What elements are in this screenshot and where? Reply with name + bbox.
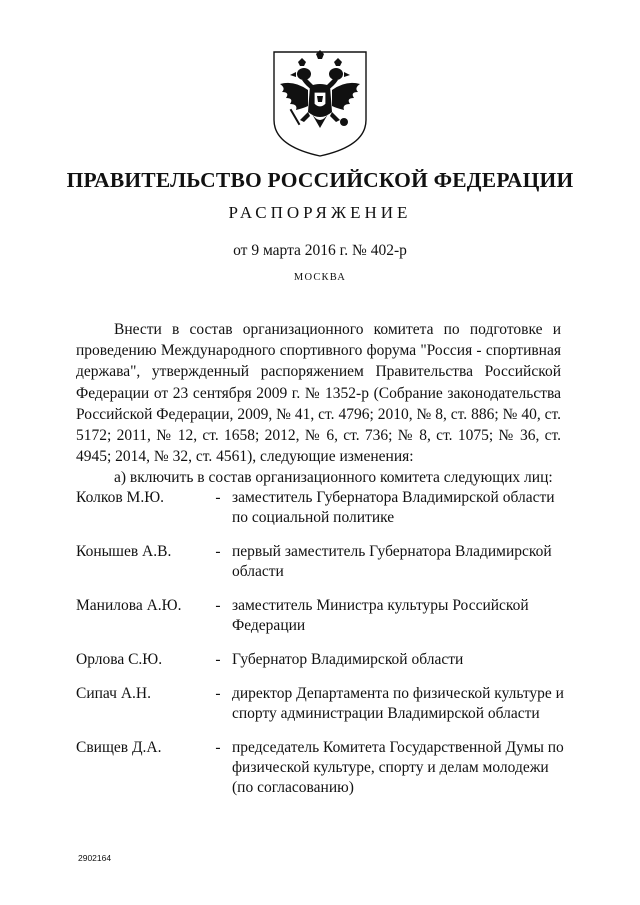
member-row [76, 684, 566, 724]
government-title: ПРАВИТЕЛЬСТВО РОССИЙСКОЙ ФЕДЕРАЦИИ [66, 168, 574, 192]
member-role: председатель Комитета Государственной Думы по физической культуре, спорту и делам молодежи (по согласованию) [232, 739, 564, 796]
document-body [76, 319, 561, 489]
member-role: заместитель Губернатора Владимирской области по социальной политике [232, 489, 555, 526]
intro-paragraph: Внести в состав организационного комитета по подготовке и проведению Международного спортивного форума "Россия - спортивная держава", утвержденный распоряжением Правительства Российской Федерации от 23 сентября 2009 г. № 1352-р (Собрание законодательства Российской Федерации, 2009, № 41, ст. 4796; 2010, № 8, ст. 886; № 40, ст. 5172; 2011, № 12, ст. 1658; 2012, № 6, ст. 736; № 8, ст. 1075; № 36, ст. 4945; 2014, № 32, ст. 4561), следующие изменения: [76, 321, 561, 466]
coat-of-arms-icon [272, 50, 368, 158]
member-name: Свищев Д.А. [76, 739, 162, 756]
item-a-paragraph: а) включить в состав организационного комитета следующих лиц: [114, 469, 553, 487]
member-role: директор Департамента по физической культуре и спорту администрации Владимирской области [232, 685, 564, 722]
member-role: первый заместитель Губернатора Владимирской области [232, 543, 552, 580]
member-role: Губернатор Владимирской области [232, 651, 464, 668]
member-row [76, 542, 566, 582]
member-dash: - [215, 685, 221, 702]
document-city: МОСКВА [293, 272, 347, 283]
member-dash: - [215, 651, 221, 668]
member-row [76, 596, 566, 636]
member-name: Колков М.Ю. [76, 489, 164, 506]
member-dash: - [215, 543, 221, 560]
member-name: Конышев А.В. [76, 543, 172, 560]
member-row [76, 738, 566, 798]
document-date-number: от 9 марта 2016 г. № 402-р [233, 242, 407, 259]
member-dash: - [215, 489, 221, 506]
member-role: заместитель Министра культуры Российской Федерации [232, 597, 529, 634]
member-row [76, 488, 566, 528]
member-name: Манилова А.Ю. [76, 597, 182, 614]
member-name: Сипач А.Н. [76, 685, 151, 702]
member-name: Орлова С.Ю. [76, 651, 163, 668]
member-row [76, 650, 566, 670]
member-dash: - [215, 739, 221, 756]
member-dash: - [215, 597, 221, 614]
document-type: РАСПОРЯЖЕНИЕ [228, 203, 412, 222]
document-code: 2902164 [78, 853, 112, 863]
